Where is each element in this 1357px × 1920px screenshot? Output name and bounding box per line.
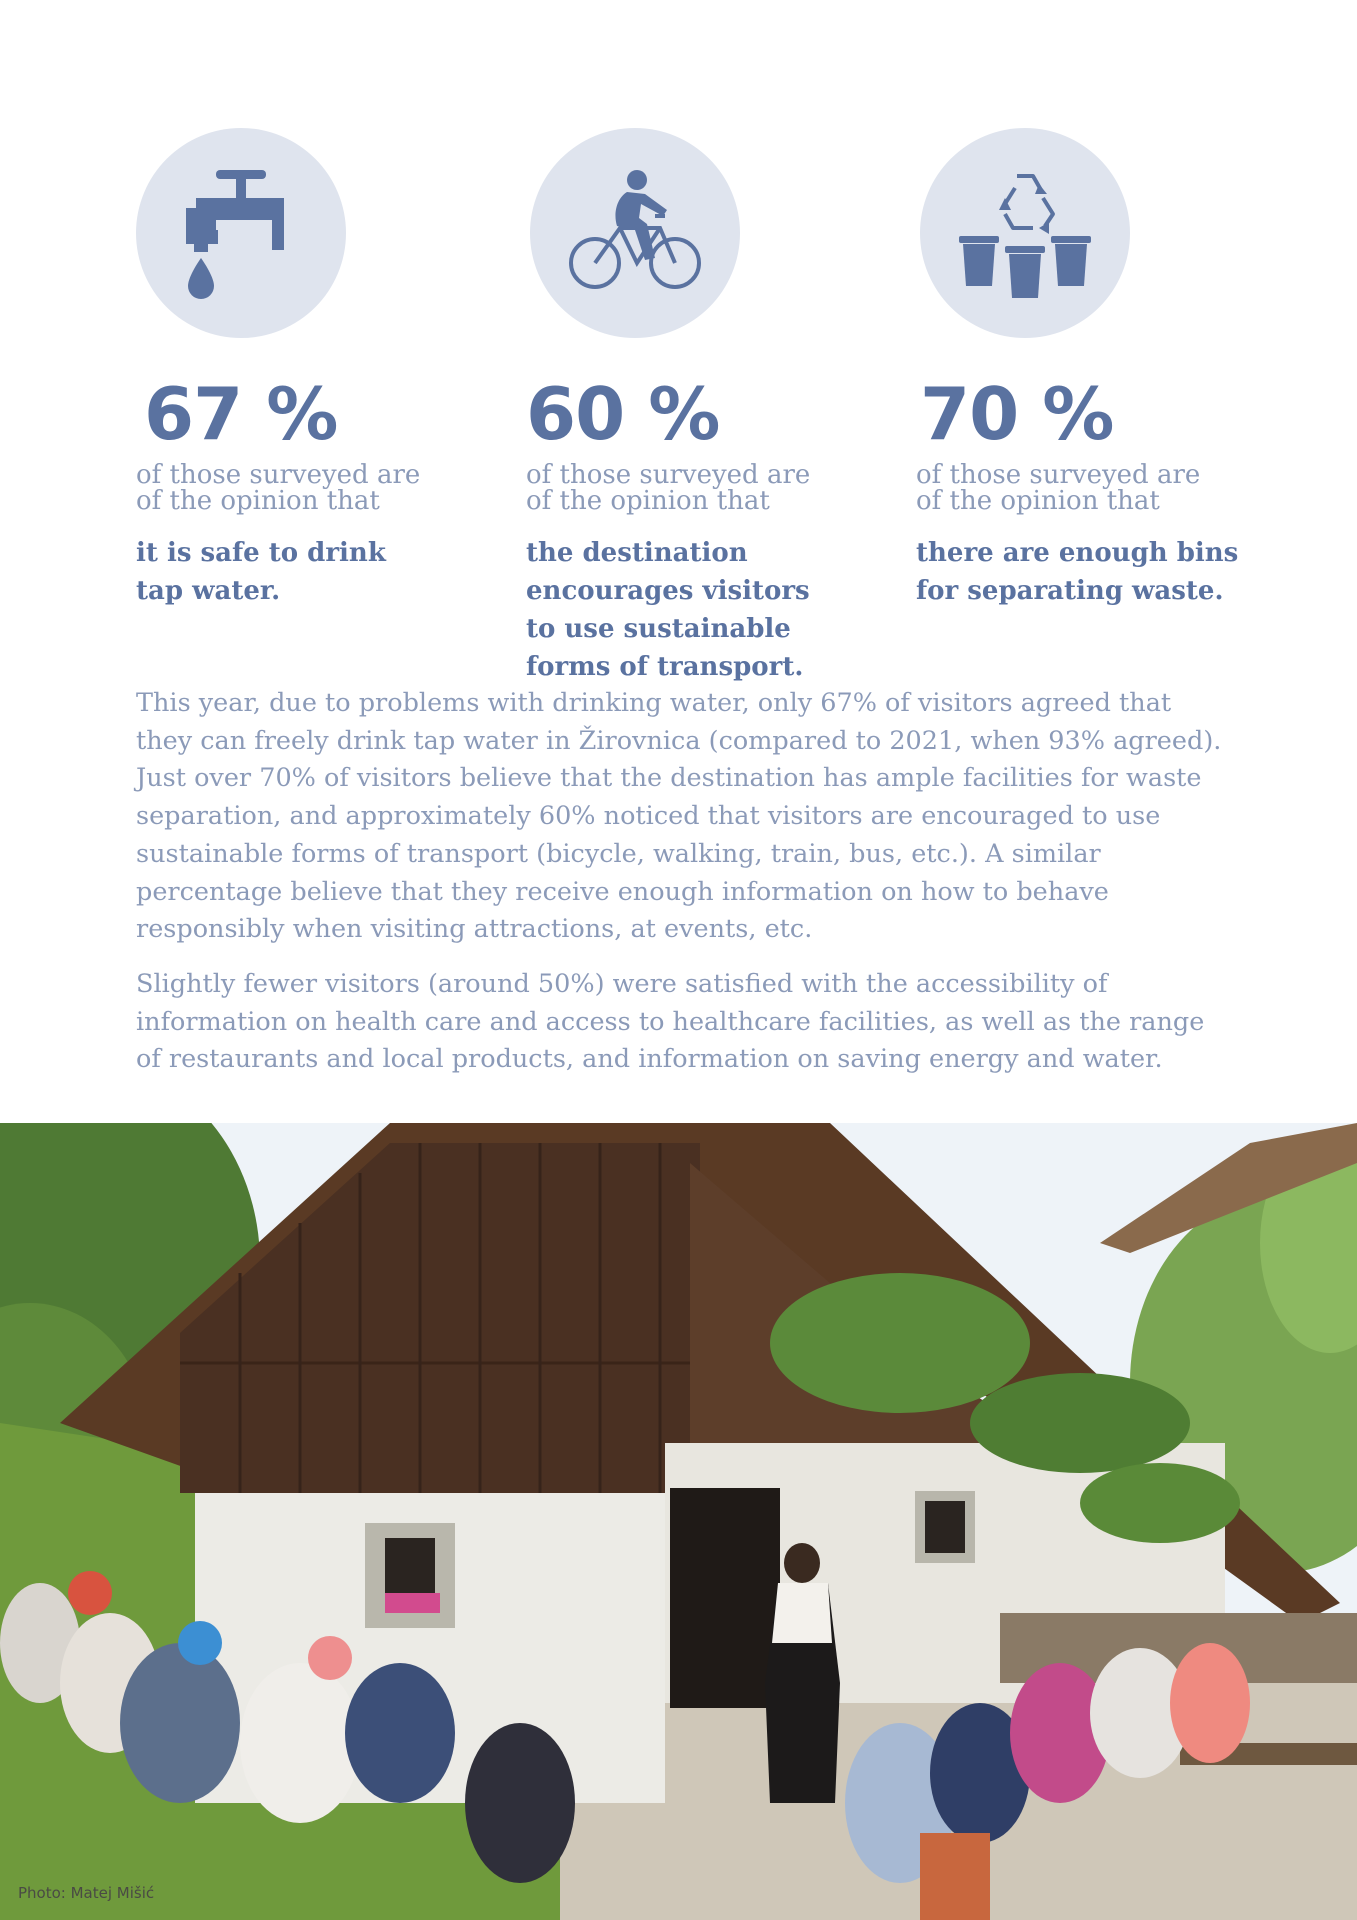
cyclist-icon [565, 168, 705, 298]
stat-claim: it is safe to drink tap water. [136, 538, 386, 606]
stat-intro [136, 462, 476, 514]
body-paragraph-2: Slightly fewer visitors (around 50%) were satisfied with the accessibility of information on health care and access to healthcare facilities, as well as the range of restaurants and local products, and information on saving energy and water. [136, 969, 1205, 1075]
photo-farmhouse-children [0, 1123, 1357, 1920]
stat-claim: the destination encourages visitors to use sustainable forms of transport. [526, 538, 810, 682]
stat-intro-line2: of the opinion that [136, 486, 380, 516]
stat-intro-line1: of those surveyed are [916, 460, 1201, 490]
stat-intro-line2: of the opinion that [916, 486, 1160, 516]
stat-percent: 67 % [144, 372, 338, 456]
stat-intro-line1: of those surveyed are [526, 460, 811, 490]
stat-intro-line2: of the opinion that [526, 486, 770, 516]
stat-block-waste-bins [916, 128, 1256, 610]
icon-circle [136, 128, 346, 338]
stat-intro [916, 462, 1256, 514]
stat-intro [526, 462, 866, 514]
icon-circle [920, 128, 1130, 338]
stat-intro-line1: of those surveyed are [136, 460, 421, 490]
stat-percent: 60 % [526, 372, 720, 456]
photo-illustration [0, 1123, 1357, 1920]
stat-block-transport [526, 128, 866, 686]
water-tap-icon [176, 158, 306, 308]
body-paragraph-1: This year, due to problems with drinking water, only 67% of visitors agreed that they can freely drink tap water in Žirovnica (compared to 2021, when 93% agreed). Just over 70% of visitors believe that the destination has ample facilities for waste separation, and approximately 60% noticed that visitors are encouraged to use sustainable forms of transport (bicycle, walking, train, bus, etc.). A similar percentage believe that they receive enough information on how to behave responsibly when visiting attractions, at events, etc. [136, 688, 1222, 945]
stat-block-tap-water [136, 128, 476, 610]
stat-claim: there are enough bins for separating waste. [916, 538, 1239, 606]
stat-percent: 70 % [920, 372, 1114, 456]
recycling-bins-icon [955, 168, 1095, 298]
icon-circle [530, 128, 740, 338]
photo-credit: Photo: Matej Mišić [18, 1884, 155, 1902]
